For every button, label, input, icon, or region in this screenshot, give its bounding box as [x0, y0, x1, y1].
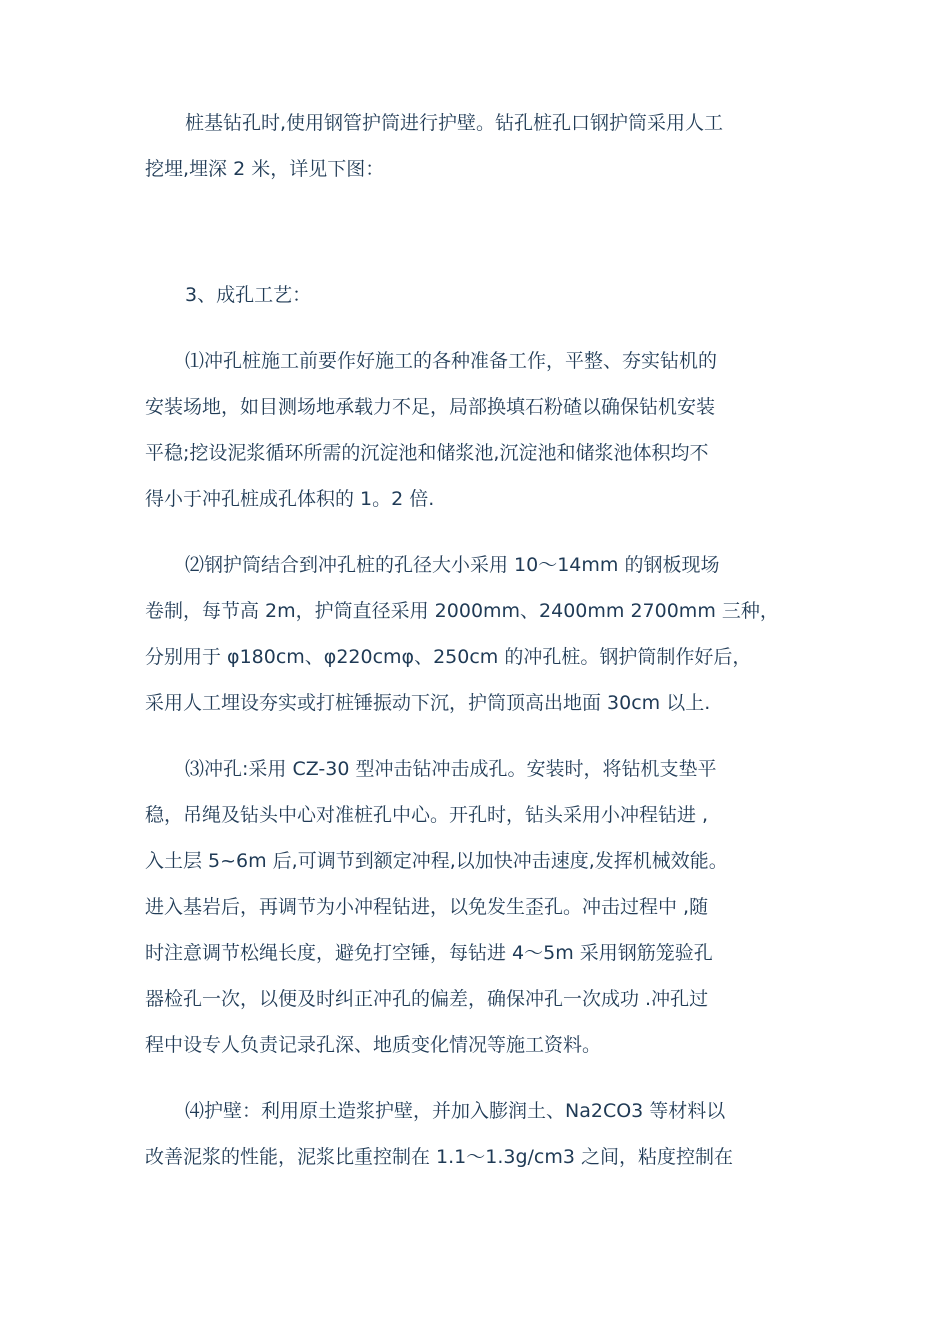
text-line: 改善泥浆的性能，泥浆比重控制在 1.1～1.3g/cm3 之间，粘度控制在: [145, 1146, 734, 1168]
text-line: 安装场地，如目测场地承载力不足，局部换填石粉碴以确保钻机安装: [145, 396, 716, 418]
text-line: 桩基钻孔时,使用钢管护筒进行护壁。钻孔桩孔口钢护筒采用人工: [185, 112, 724, 134]
heading-text: 3、成孔工艺：: [185, 284, 312, 306]
text-line: 时注意调节松绳长度，避免打空锤，每钻进 4～5m 采用钢筋笼验孔: [145, 942, 713, 964]
text-line: 挖埋,埋深 2 米，详见下图：: [145, 158, 385, 180]
text-line: 稳，吊绳及钻头中心对准桩孔中心。开孔时，钻头采用小冲程钻进 ,: [145, 804, 709, 826]
text-line: 分别用于 φ180cm、φ220cmφ、250cm 的冲孔桩。钢护筒制作好后，: [145, 646, 752, 668]
text-line: 采用人工埋设夯实或打桩锤振动下沉，护筒顶高出地面 30cm 以上.: [145, 692, 711, 714]
text-line: ⑶冲孔:采用 CZ-30 型冲击钻冲击成孔。安装时，将钻机支垫平: [185, 758, 717, 780]
text-line: ⑵钢护筒结合到冲孔桩的孔径大小采用 10～14mm 的钢板现场: [185, 554, 720, 576]
section-heading: [145, 272, 815, 318]
paragraph-1: [145, 338, 815, 522]
text-line: 卷制，每节高 2m，护筒直径采用 2000mm、2400mm 2700mm 三种，: [145, 600, 779, 622]
text-line: 进入基岩后，再调节为小冲程钻进，以免发生歪孔。冲击过程中 ,随: [145, 896, 709, 918]
text-line: 入土层 5~6m 后,可调节到额定冲程,以加快冲击速度,发挥机械效能。: [145, 850, 728, 872]
text-line: 程中设专人负责记录孔深、地质变化情况等施工资料。: [145, 1034, 602, 1056]
text-line: 器检孔一次，以便及时纠正冲孔的偏差，确保冲孔一次成功 .冲孔过: [145, 988, 709, 1010]
paragraph-4: [145, 1088, 815, 1180]
paragraph-2: [145, 542, 815, 726]
document-body: [145, 100, 815, 1180]
text-line: ⑴冲孔桩施工前要作好施工的各种准备工作，平整、夯实钻机的: [185, 350, 718, 372]
paragraph-3: [145, 746, 815, 1068]
intro-paragraph: [145, 100, 815, 192]
text-line: 得小于冲孔桩成孔体积的 1。2 倍.: [145, 488, 435, 510]
text-line: 平稳;挖设泥浆循环所需的沉淀池和储浆池,沉淀池和储浆池体积均不: [145, 442, 709, 464]
text-line: ⑷护壁：利用原土造浆护壁，并加入膨润土、Na2CO3 等材料以: [185, 1100, 726, 1122]
